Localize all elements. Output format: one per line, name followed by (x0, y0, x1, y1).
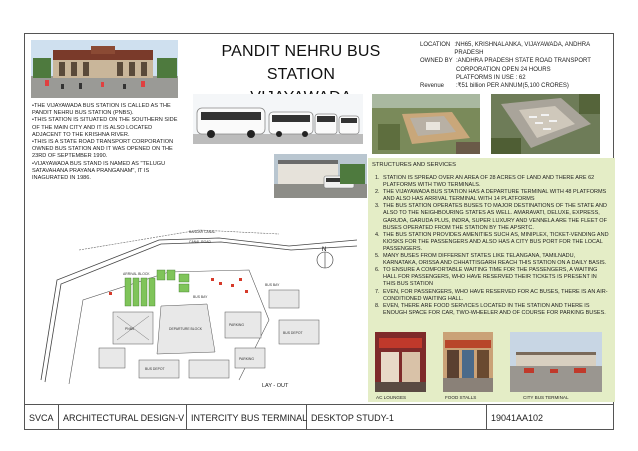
info-row (420, 41, 613, 57)
list-item (375, 189, 609, 203)
plan-label: BUS DEPOT (283, 331, 303, 335)
item-text: EVEN, FOR PASSENGERS, WHO HAVE RESERVED FOR AC BUSES, THERE IS AN AIR-CONDITIONED WAITING HALL. (383, 288, 608, 302)
footer-project: INTERCITY BUS TERMINAL (187, 405, 307, 430)
item-number: 2. (375, 189, 380, 196)
plan-label: PNBS (125, 327, 135, 331)
info-value: CORPORATION OPEN 24 HOURS (456, 66, 551, 73)
info-value: PLATFORMS IN USE : 62 (456, 74, 526, 81)
item-number: 3. (375, 203, 380, 210)
site-layout-plan (39, 220, 357, 388)
plan-label: PARKING (229, 323, 245, 327)
footer-study: DESKTOP STUDY-1 (307, 405, 487, 430)
plan-label: CANAL ROAD (189, 240, 211, 244)
aerial-photo-2 (491, 94, 600, 154)
info-value: :ANDHRA PRADESH STATE ROAD TRANSPORT (456, 58, 591, 65)
ac-lounges-photo (375, 332, 426, 392)
north-label: N (322, 247, 327, 253)
item-number: 8. (375, 302, 380, 309)
city-bus-terminal-photo (510, 332, 602, 392)
list-item (375, 253, 609, 267)
info-row (420, 74, 613, 82)
caption-city-bus-terminal: CITY BUS TERMINAL (523, 395, 569, 400)
plan-label: BUS BAY (265, 283, 280, 287)
list-item (375, 289, 609, 303)
title-line-1: PANDIT NEHRU BUS STATION (221, 43, 381, 83)
structures-list (375, 175, 609, 317)
info-value: :NH65, KRISHNALANKA, VIJAYAWADA, ANDHRA PRADESH (454, 42, 590, 57)
plan-label: DEPARTURE BLOCK (169, 327, 203, 331)
info-row (420, 57, 613, 65)
layout-label: LAY - OUT (262, 383, 289, 389)
plan-label: BUS DEPOT (145, 367, 165, 371)
list-item (375, 203, 609, 231)
info-key: OWNED BY (420, 58, 453, 65)
buses-photo (193, 94, 363, 144)
info-row (420, 66, 613, 74)
intro-bullet: •VIJAYAWADA BUS STAND IS NAMED AS "TELUGU SATAVAHANA PRAYANA PRANGANAM", IT IS INAGURATED IN 1986. (32, 160, 166, 182)
terminal-photo (274, 154, 367, 198)
food-stalls-photo (443, 332, 493, 392)
info-key: Revenue (420, 83, 445, 90)
list-item (375, 175, 609, 189)
intro-bullet: •THIS IS A STATE ROAD TRANSPORT CORPORATION OWNED BUS STATION AND IT WAS OPENED ON THE 23RD OF SEPTEMBER 1990. (32, 139, 174, 160)
info-key: LOCATION (420, 42, 451, 48)
item-number: 6. (375, 267, 380, 274)
item-number: 1. (375, 175, 380, 181)
footer-roll-number: 19041AA102 (491, 412, 544, 423)
presentation-sheet (24, 33, 614, 430)
item-text: THE VIJAYAWADA BUS STATION HAS A DEPARTURE TERMINAL WITH 48 PLATFORMS AND ALSO HAS ARRIVAL TERMINAL WITH 14 PLATFORMS (383, 189, 607, 203)
title-block (25, 404, 613, 430)
station-entrance-photo (31, 40, 178, 98)
item-number: 5. (375, 253, 380, 260)
intro-bullet: •THIS STATION IS SITUATED ON THE SOUTHERN SIDE OF THE MAIN CITY AND IT IS ALSO LOCATED ADJACENT TO THE KRISHNA RIVER. (32, 117, 178, 138)
plan-label: BUS BAY (193, 295, 208, 299)
intro-bullets (32, 103, 182, 182)
item-text: THE BUS STATION OPERATES BUSES TO MAJOR DESTINATIONS OF THE STATE AND ALSO TO THE NEIGHBOURING STATES AS WELL. AMARAVATI, DELUXE, EXPRESS, GARUDA, GARUDA PLUS, INDRA, SUPER LUXURY AND VENNELA ARE THE FLEET OF BUSES OPERATED FROM THE STATION BY THE APSRTC. (383, 203, 608, 231)
footer-school: SVCA (25, 405, 59, 430)
station-info (420, 41, 613, 90)
item-number: 4. (375, 231, 380, 238)
info-value: :₹51 billion PER ANNUM(5,100 CRORES) (456, 83, 569, 90)
item-text: EVEN, THERE ARE FOOD SERVICES LOCATED IN THE STATION AND THERE IS ENOUGH SPACE FOR CAR, TWO-WHEELER AND OF COURSE FOR PARKING BUSES. (383, 302, 606, 316)
caption-ac-lounges: AC LOUNGES (376, 395, 407, 400)
item-text: STATION IS SPREAD OVER AN AREA OF 28 ACRES OF LAND AND THERE ARE 62 PLATFORMS WITH TWO TERMINALS. (383, 175, 595, 189)
plan-label: BANDAR CANAL (189, 230, 216, 234)
item-text: TO ENSURE A COMFORTABLE WAITING TIME FOR THE PASSENGERS, A WAITING HALL FOR PASSENGERS, WHO HAVE RESERVED THEIR TICKETS IS PRESENT IN THIS BUS STATION (383, 267, 598, 288)
intro-bullet: •THE VIJAYAWADA BUS STATION IS CALLED AS THE PANDIT NEHRU BUS STATION (PNBS). (32, 103, 171, 117)
caption-food-stalls: FOOD STALLS (445, 395, 477, 400)
plan-label: ARRIVAL BLOCK (123, 272, 150, 276)
item-number: 7. (375, 288, 380, 295)
info-key (420, 66, 456, 74)
structures-heading: STRUCTURES AND SERVICES (372, 162, 456, 168)
info-key (420, 74, 456, 82)
aerial-photo-1 (372, 94, 480, 154)
list-item (375, 303, 609, 317)
list-item (375, 232, 609, 253)
info-row (420, 82, 613, 90)
item-text: MANY BUSES FROM DIFFERENT STATES LIKE TELANGANA, TAMILNADU, KARNATAKA, ORISSA AND CHHATTISGARH REACH THIS STATION ON A DAILY BASIS. (383, 253, 607, 267)
list-item (375, 267, 609, 288)
item-text: THE BUS STATION PROVIDES AMENITIES SUCH AS, MINIPLEX, TICKET-VENDING AND KIOSKS FOR THE PASSENGERS AND ALSO HAS A CITY BUS PORT FOR THE LOCAL PASSENGERS. (383, 231, 609, 252)
footer-course: ARCHITECTURAL DESIGN-V (59, 405, 187, 430)
plan-label: PARKING (239, 357, 255, 361)
